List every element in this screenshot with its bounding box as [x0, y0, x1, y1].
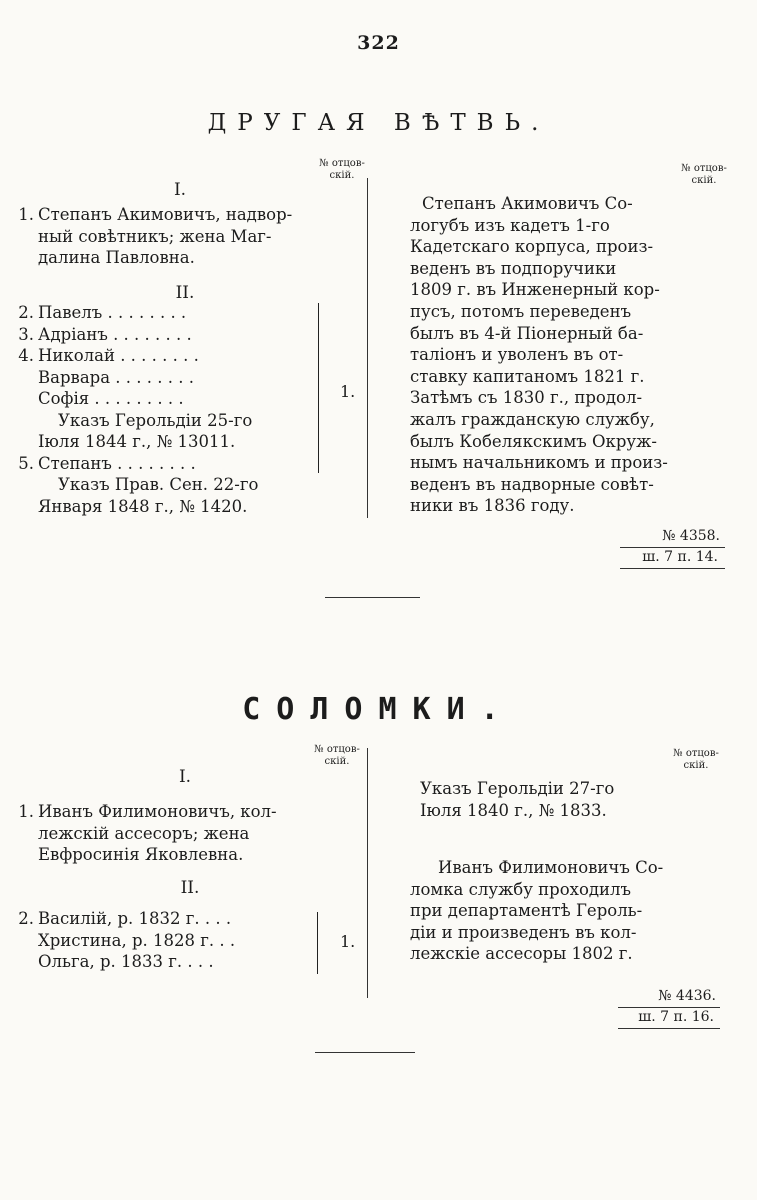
list-item: 3. Адріанъ . . . . . . . .: [18, 324, 192, 344]
bracket: [316, 303, 319, 473]
list-item: Варвара . . . . . . . .: [38, 367, 194, 387]
biography-text: Степанъ Акимовичъ Со- логубъ изъ кадетъ 1-го Кадетскаго корпуса, произ- веденъ въ подпоручики 1809 г. въ Инженерный кор- пусъ, потомъ переведенъ былъ въ 4-й Піонерный ба- таліонъ и уволенъ въ от- ставку капитаномъ 1821 г. Затѣмъ съ 1830 г., продол- жалъ гражданскую службу, былъ Кобелякскимъ Окруж- нымъ начальникомъ и произ- веденъ въ надворные совѣт- ники въ 1836 году.: [410, 194, 668, 516]
otch-label-left: № отцов- скій.: [319, 158, 365, 181]
divider: [618, 1028, 720, 1029]
father-number-mark: 1.: [340, 382, 356, 401]
divider: [620, 568, 725, 569]
page-number: 322: [357, 32, 400, 54]
section-title-solomki: СОЛОМКИ.: [242, 692, 515, 727]
generation-roman-2: II.: [175, 283, 195, 303]
otch-label-right: № отцов- скій.: [681, 163, 727, 186]
generation-roman-1: I.: [173, 180, 187, 200]
list-item: Софія . . . . . . . . .: [38, 389, 184, 408]
decree-note: Января 1848 г., № 1420.: [38, 496, 248, 516]
father-number-mark: 1.: [340, 932, 356, 951]
otch-label-right: № отцов- скій.: [673, 748, 719, 771]
list-item: Ольга, р. 1833 г. . . .: [38, 952, 214, 971]
entry-person-1: 1. Степанъ Акимовичъ, надвор- ный совѣтникъ; жена Маг- далина Павловна.: [18, 205, 293, 267]
generation-roman-1: I.: [178, 767, 192, 787]
decree-note: Указъ Прав. Сен. 22-го: [58, 475, 259, 494]
list-item: 5. Степанъ . . . . . . . .: [18, 453, 196, 473]
column-divider: [367, 178, 368, 518]
otch-label-left: № отцов- скій.: [314, 744, 360, 767]
entry-children-list: [8, 908, 235, 973]
archive-number: № 4358.: [662, 528, 720, 544]
generation-roman-2: II.: [180, 878, 200, 898]
archive-location: ш. 7 п. 14.: [642, 549, 718, 565]
list-item: Христина, р. 1828 г. . .: [38, 930, 236, 950]
archive-location: ш. 7 п. 16.: [638, 1009, 714, 1025]
section-title-drugaya-vetv: ДРУГАЯ ВѢТВЬ.: [207, 110, 550, 136]
archive-number: № 4436.: [658, 988, 716, 1004]
entry-person-1: 1. Иванъ Филимоновичъ, кол- лежскій ассесоръ; жена Евфросинія Яковлевна.: [18, 802, 277, 864]
list-item: 4. Николай . . . . . . . .: [18, 346, 199, 365]
section-separator: [315, 1052, 415, 1053]
column-divider: [367, 748, 368, 998]
entry-children-list: [8, 302, 258, 517]
decree-text: Указъ Герольдіи 27-го Іюля 1840 г., № 1833.: [420, 779, 615, 820]
divider: [620, 547, 725, 548]
section-separator: [325, 597, 420, 598]
list-item: 2. Василій, р. 1832 г. . . .: [18, 909, 232, 928]
list-item: 2. Павелъ . . . . . . . .: [18, 303, 187, 322]
bracket: [315, 912, 318, 974]
biography-text: Иванъ Филимоновичъ Со- ломка службу проходилъ при департаментѣ Героль- діи и произведенъ въ кол- лежскіе ассесоры 1802 г.: [410, 858, 664, 964]
divider: [618, 1007, 720, 1008]
decree-note: Указъ Герольдіи 25-го: [58, 410, 253, 430]
decree-note: Іюля 1844 г., № 13011.: [38, 432, 236, 451]
